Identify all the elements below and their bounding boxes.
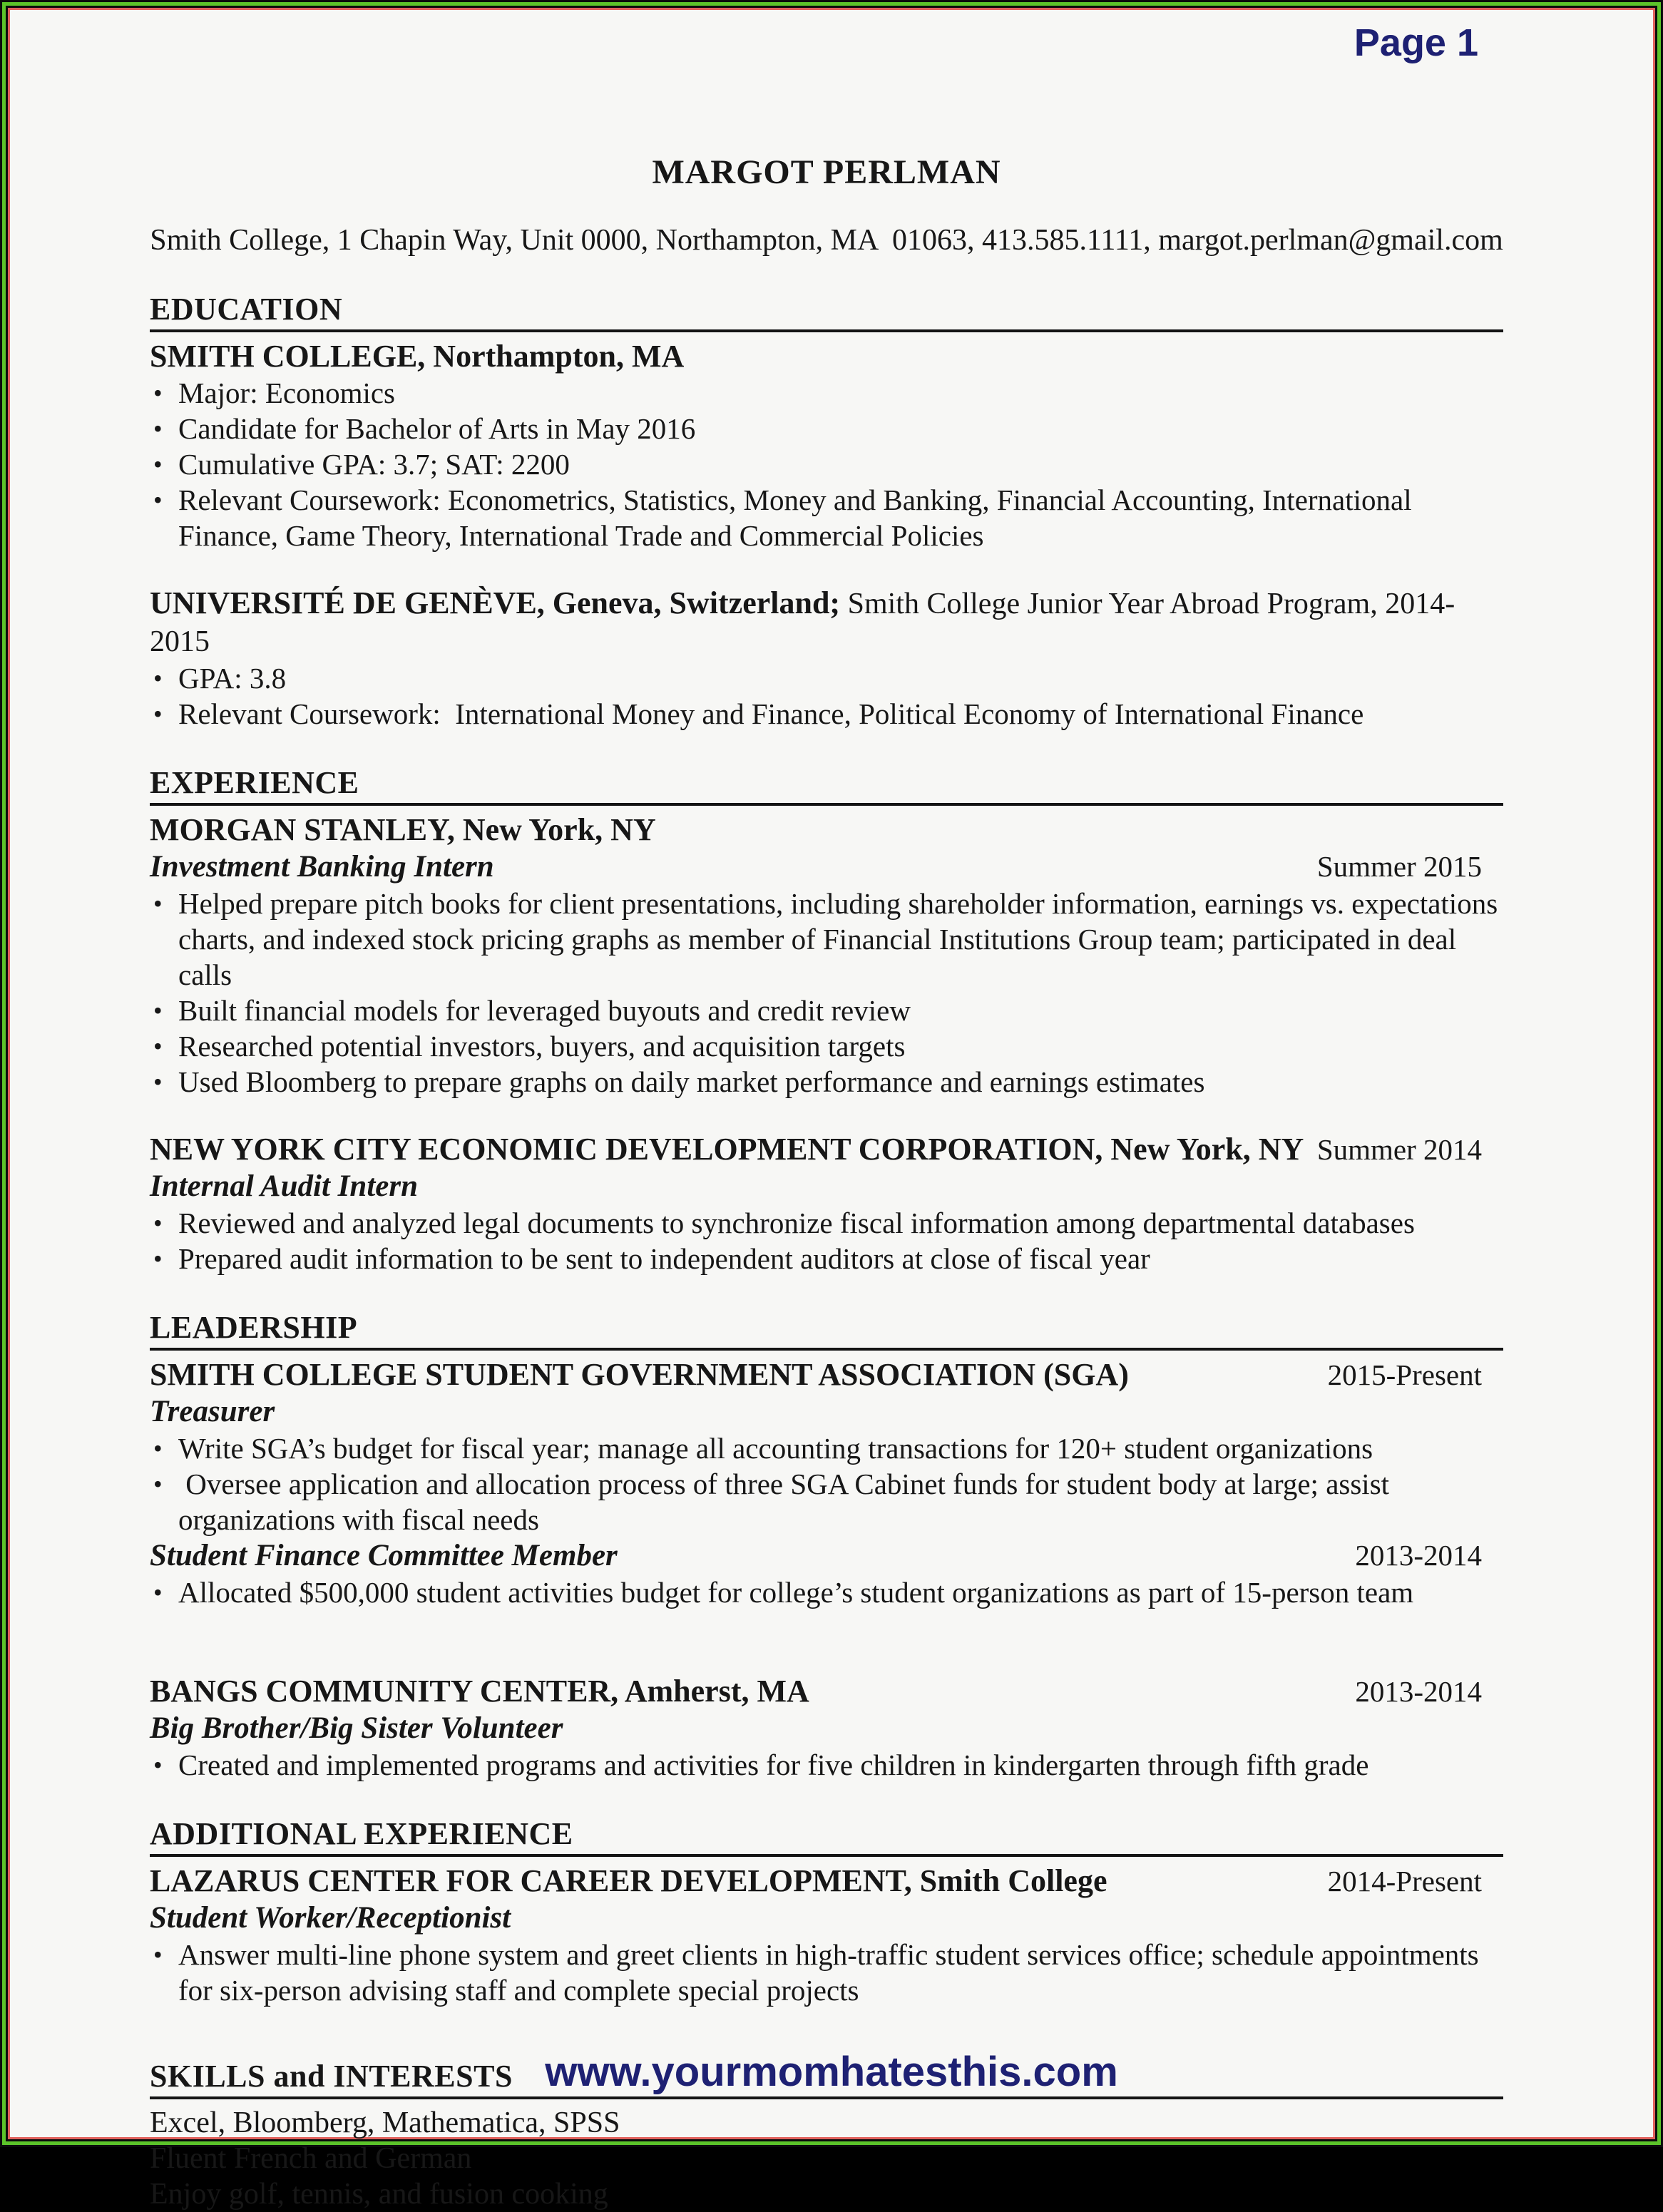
org-name-bold: UNIVERSITÉ DE GENÈVE, Geneva, Switzerland; — [150, 585, 841, 620]
entry-date: 2014-Present — [1327, 1865, 1482, 1898]
entry-nyc-edc — [150, 1131, 1503, 1276]
entry-date: Summer 2014 — [1316, 1133, 1482, 1166]
section-experience — [150, 764, 1503, 1276]
bullet-text: Oversee application and allocation process of three SGA Cabinet funds for student body at large; assist organizations with fiscal needs — [178, 1468, 1397, 1536]
bullet-item — [150, 1064, 1503, 1100]
bullet-marker: • — [153, 1209, 163, 1237]
bullet-text: Researched potential investors, buyers, and acquisition targets — [178, 1030, 906, 1063]
org-row — [150, 1863, 1503, 1900]
education-heading: EDUCATION — [150, 291, 1503, 332]
leadership-heading: LEADERSHIP — [150, 1309, 1503, 1351]
bullet-marker: • — [153, 996, 163, 1025]
role-title: Treasurer — [150, 1395, 275, 1428]
skills-line: Enjoy golf, tennis, and fusion cooking — [150, 2178, 608, 2211]
footer-url: www.yourmomhatesthis.com — [545, 2049, 1118, 2095]
entry-lazarus — [150, 1863, 1503, 2008]
role-row — [150, 849, 1503, 886]
bullet-item — [150, 482, 1503, 553]
bullet-text: Write SGA’s budget for fiscal year; manage all accounting transactions for 120+ student organizations — [178, 1432, 1373, 1465]
bullet-text: Used Bloomberg to prepare graphs on daily market performance and earnings estimates — [178, 1065, 1205, 1098]
entry-date: 2013-2014 — [1355, 1539, 1482, 1572]
entry-date: 2013-2014 — [1355, 1675, 1482, 1708]
role-title: Big Brother/Big Sister Volunteer — [150, 1711, 563, 1745]
bullet-item — [150, 993, 1503, 1028]
entry-date: Summer 2015 — [1316, 850, 1482, 883]
entry-date: 2015-Present — [1327, 1358, 1482, 1391]
bullet-item — [150, 1205, 1503, 1241]
bullet-marker: • — [153, 1470, 163, 1498]
bullet-text: Allocated $500,000 student activities budget for college’s student organizations as part of 15-person team — [178, 1576, 1414, 1609]
bullet-text: Reviewed and analyzed legal documents to synchronize fiscal information among departmental databases — [178, 1207, 1415, 1239]
bullet-marker: • — [153, 1067, 163, 1096]
bullet-text: Helped prepare pitch books for client presentations, including shareholder information, earnings vs. expectations charts, and indexed stock pricing graphs as member of Financial Institutions Group team; participated in deal calls — [178, 887, 1505, 991]
bullet-marker: • — [153, 1940, 163, 1969]
section-additional-experience — [150, 1816, 1503, 2008]
org-name: SMITH COLLEGE, Northampton, MA — [150, 339, 685, 374]
org-row — [150, 1673, 1503, 1710]
bullet-text: Candidate for Bachelor of Arts in May 2016 — [178, 412, 696, 445]
candidate-name: MARGOT PERLMAN — [652, 153, 1001, 191]
bullet-item — [150, 886, 1503, 993]
section-leadership — [150, 1309, 1503, 1783]
bullet-item — [150, 1747, 1503, 1783]
resume-page — [10, 10, 1653, 2211]
bullet-text: Relevant Coursework: International Money and Finance, Political Economy of International Finance — [178, 697, 1364, 730]
bullet-item — [150, 660, 1503, 696]
page-frame-red — [8, 8, 1655, 2211]
bullet-item — [150, 696, 1503, 732]
org-name-rest: Smith College Junior Year Abroad Program, 2014-2015 — [150, 588, 1455, 658]
bullet-item — [150, 375, 1503, 411]
bullet-item — [150, 1574, 1503, 1610]
bullet-marker: • — [153, 414, 163, 443]
role-title: Student Finance Committee Member — [150, 1539, 618, 1572]
bullet-marker: • — [153, 486, 163, 514]
org-name: MORGAN STANLEY, New York, NY — [150, 812, 656, 847]
bullet-marker: • — [153, 450, 163, 478]
section-education — [150, 291, 1503, 732]
entry-universite-geneve — [150, 585, 1503, 732]
bullet-item — [150, 411, 1503, 446]
bullet-item — [150, 446, 1503, 482]
org-name: SMITH COLLEGE STUDENT GOVERNMENT ASSOCIATION (SGA) — [150, 1357, 1129, 1392]
skills-line: Fluent French and German — [150, 2142, 472, 2175]
role-title: Internal Audit Intern — [150, 1169, 418, 1203]
bullet-item — [150, 1937, 1503, 2008]
bullet-item — [150, 1028, 1503, 1064]
bullet-marker: • — [153, 379, 163, 407]
bullet-text: Cumulative GPA: 3.7; SAT: 2200 — [178, 448, 570, 481]
bullet-marker: • — [153, 889, 163, 918]
skills-heading: SKILLS and INTERESTS — [150, 2058, 1503, 2099]
entry-bangs — [150, 1673, 1503, 1783]
bullet-text: Prepared audit information to be sent to independent auditors at close of fiscal year — [178, 1242, 1150, 1275]
bullet-marker: • — [153, 664, 163, 692]
entry-morgan-stanley — [150, 811, 1503, 1100]
bullet-text: Major: Economics — [178, 377, 396, 409]
skills-line: Excel, Bloomberg, Mathematica, SPSS — [150, 2106, 620, 2139]
entry-smith-college — [150, 338, 1503, 553]
bullet-marker: • — [153, 1751, 163, 1779]
org-name — [150, 585, 1503, 660]
role-title: Student Worker/Receptionist — [150, 1901, 511, 1935]
bullet-marker: • — [153, 1032, 163, 1060]
bullet-text: Relevant Coursework: Econometrics, Statistics, Money and Banking, Financial Accounting, International Finance, Game Theory, International Trade and Commercial Policies — [178, 483, 1419, 552]
org-name: LAZARUS CENTER FOR CAREER DEVELOPMENT, Smith College — [150, 1863, 1107, 1898]
bullet-marker: • — [153, 1578, 163, 1607]
page-frame-green — [2, 2, 1661, 2211]
page-number-label: Page 1 — [1354, 21, 1478, 64]
bullet-marker: • — [153, 700, 163, 728]
org-row — [150, 1356, 1503, 1393]
bullet-text: Answer multi-line phone system and greet clients in high-traffic student services office; schedule appointments for six-person advising staff and complete special projects — [178, 1938, 1486, 2007]
org-row — [150, 1131, 1503, 1168]
resume-content — [10, 10, 1653, 2212]
bullet-item — [150, 1430, 1503, 1466]
additional-heading: ADDITIONAL EXPERIENCE — [150, 1816, 1503, 1857]
role-row — [150, 1537, 1503, 1574]
bullet-marker: • — [153, 1244, 163, 1273]
entry-sga — [150, 1356, 1503, 1610]
role-title: Investment Banking Intern — [150, 850, 494, 884]
bullet-marker: • — [153, 1434, 163, 1463]
bullet-text: Created and implemented programs and activities for five children in kindergarten through fifth grade — [178, 1748, 1369, 1781]
org-name: BANGS COMMUNITY CENTER, Amherst, MA — [150, 1674, 809, 1709]
contact-line: Smith College, 1 Chapin Way, Unit 0000, Northampton, MA 01063, 413.585.1111, margot.perlman@gmail.com — [150, 224, 1503, 257]
bullet-item — [150, 1466, 1503, 1537]
bullet-item — [150, 1241, 1503, 1276]
bullet-text: GPA: 3.8 — [178, 662, 287, 695]
bullet-text: Built financial models for leveraged buyouts and credit review — [178, 994, 911, 1027]
page-frame-inner — [6, 6, 1657, 2211]
experience-heading: EXPERIENCE — [150, 764, 1503, 806]
org-name: NEW YORK CITY ECONOMIC DEVELOPMENT CORPORATION, New York, NY — [150, 1132, 1304, 1167]
